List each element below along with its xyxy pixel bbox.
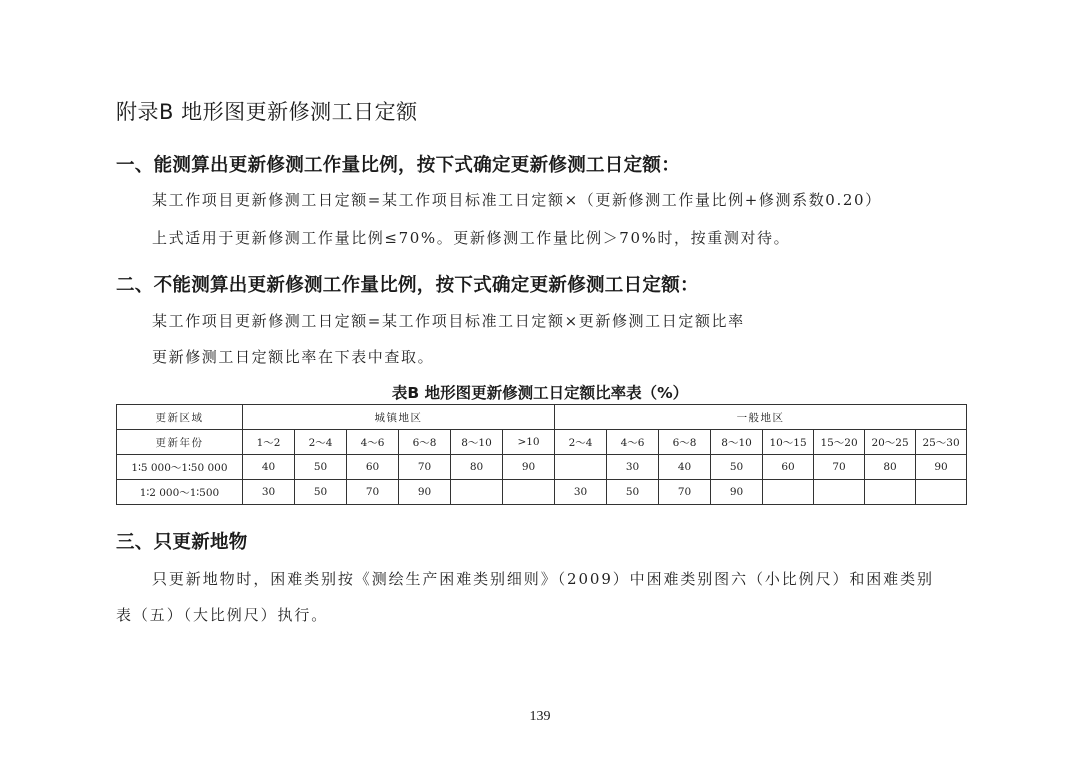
section-3-heading: 三、只更新地物 — [116, 532, 248, 553]
rate-cell — [555, 455, 607, 480]
rate-cell: 30 — [243, 480, 295, 505]
section-2-note: 更新修测工日定额比率在下表中查取。 — [152, 348, 435, 366]
general-year-cell: 25～30 — [916, 430, 967, 455]
rate-cell: 30 — [555, 480, 607, 505]
rate-cell — [763, 480, 814, 505]
rate-cell — [503, 480, 555, 505]
table-row — [117, 455, 967, 480]
urban-year-cell: 2～4 — [295, 430, 347, 455]
appendix-title: 附录B 地形图更新修测工日定额 — [116, 100, 418, 124]
years-label-cell: 更新年份 — [117, 430, 243, 455]
rate-cell: 80 — [451, 455, 503, 480]
urban-area-header: 城镇地区 — [243, 405, 555, 430]
rate-cell: 40 — [659, 455, 711, 480]
rate-cell: 70 — [399, 455, 451, 480]
section-3-line-1: 只更新地物时，困难类别按《测绘生产困难类别细则》（2009）中困难类别图六（小比例尺）和困难类别 — [152, 570, 934, 588]
rate-cell: 30 — [607, 455, 659, 480]
rate-cell: 40 — [243, 455, 295, 480]
general-year-cell: 20～25 — [865, 430, 916, 455]
general-year-cell: 8～10 — [711, 430, 763, 455]
section-1-formula: 某工作项目更新修测工日定额=某工作项目标准工日定额×（更新修测工作量比例+修测系数0.20） — [152, 191, 882, 209]
rate-cell: 50 — [295, 480, 347, 505]
general-year-cell: 6～8 — [659, 430, 711, 455]
general-area-header: 一般地区 — [555, 405, 967, 430]
section-1-heading: 一、能测算出更新修测工作量比例，按下式确定更新修测工日定额： — [116, 155, 681, 176]
section-2-formula: 某工作项目更新修测工日定额=某工作项目标准工日定额×更新修测工日定额比率 — [152, 312, 745, 330]
section-1-note: 上式适用于更新修测工作量比例≤70%。更新修测工作量比例＞70%时，按重测对待。 — [152, 229, 791, 247]
rate-cell — [865, 480, 916, 505]
rate-cell: 90 — [503, 455, 555, 480]
rate-cell: 60 — [763, 455, 814, 480]
urban-year-cell: 4～6 — [347, 430, 399, 455]
rate-cell: 50 — [607, 480, 659, 505]
section-3-line-2: 表（五）（大比例尺）执行。 — [116, 606, 329, 624]
general-year-cell: 10～15 — [763, 430, 814, 455]
page-number: 139 — [529, 709, 551, 724]
rate-cell — [916, 480, 967, 505]
table-caption: 表B 地形图更新修测工日定额比率表（%） — [391, 384, 689, 402]
urban-year-cell: 1～2 — [243, 430, 295, 455]
rate-cell — [814, 480, 865, 505]
rate-cell: 60 — [347, 455, 399, 480]
rate-cell: 80 — [865, 455, 916, 480]
rate-cell: 50 — [711, 455, 763, 480]
general-year-cell: 2～4 — [555, 430, 607, 455]
table-header-row-area — [117, 405, 967, 430]
urban-year-cell: 6～8 — [399, 430, 451, 455]
general-year-cell: 4～6 — [607, 430, 659, 455]
table-row — [117, 480, 967, 505]
rate-cell: 50 — [295, 455, 347, 480]
rate-cell: 90 — [916, 455, 967, 480]
rate-cell: 70 — [659, 480, 711, 505]
scale-cell: 1∶2 000～1∶500 — [117, 480, 243, 505]
rate-cell: 70 — [347, 480, 399, 505]
urban-year-cell: 8～10 — [451, 430, 503, 455]
rate-cell: 90 — [711, 480, 763, 505]
scale-cell: 1∶5 000～1∶50 000 — [117, 455, 243, 480]
rate-cell — [451, 480, 503, 505]
urban-year-cell: >10 — [503, 430, 555, 455]
general-year-cell: 15～20 — [814, 430, 865, 455]
table-header-row-years — [117, 430, 967, 455]
section-2-heading: 二、不能测算出更新修测工作量比例，按下式确定更新修测工日定额： — [116, 275, 699, 296]
area-label-cell: 更新区域 — [117, 405, 243, 430]
rate-cell: 90 — [399, 480, 451, 505]
rate-cell: 70 — [814, 455, 865, 480]
rate-table — [116, 404, 967, 505]
